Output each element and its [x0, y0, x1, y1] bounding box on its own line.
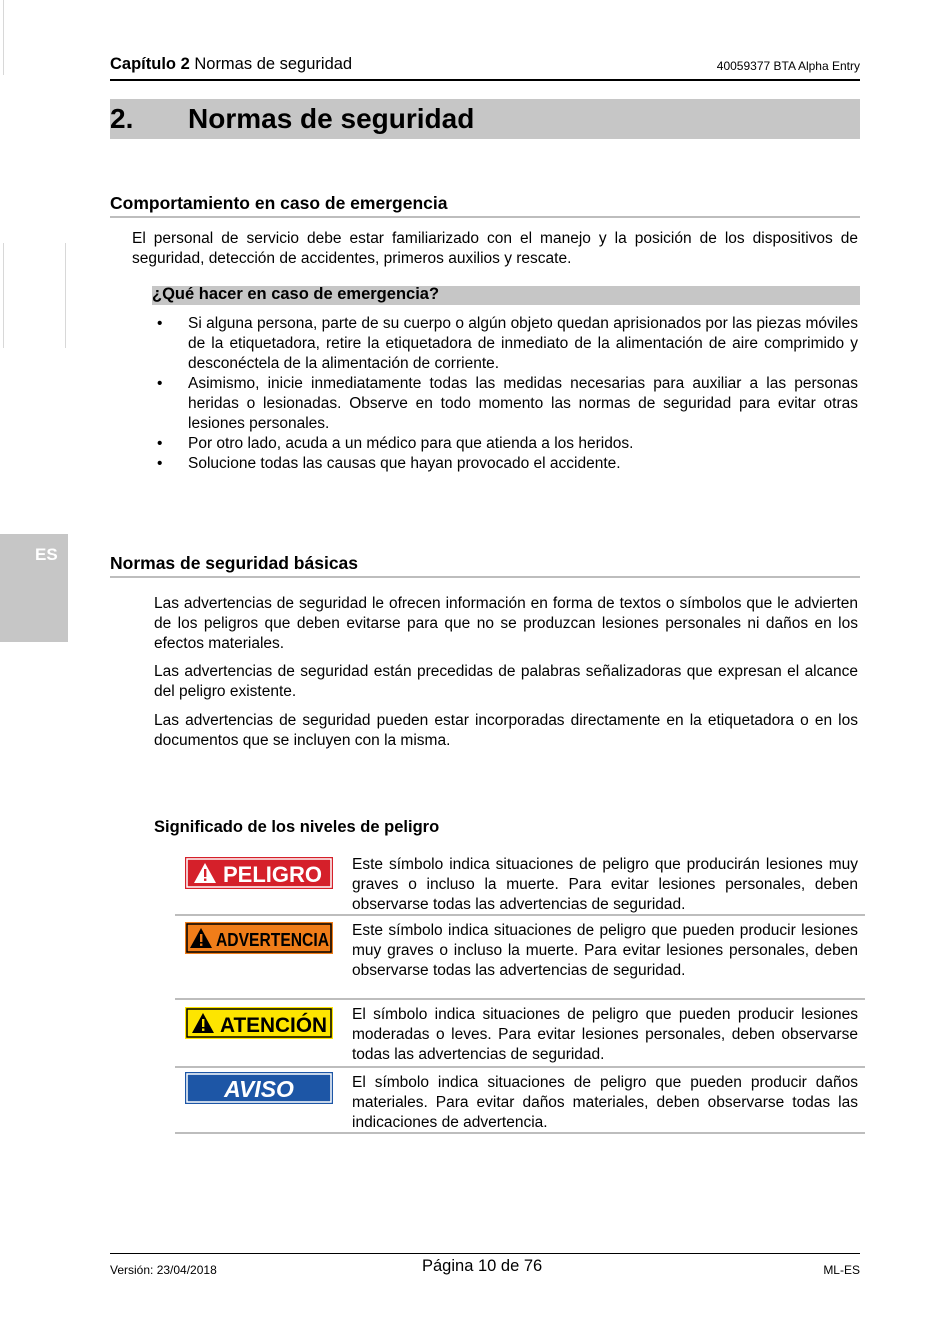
hazard-description: El símbolo indica situaciones de peligro que pueden producir lesiones moderadas o leves. Para evitar lesiones personales, deben observarse todas las advertencias de seguridad.	[352, 1006, 858, 1063]
basic-paragraph: Las advertencias de seguridad pueden estar incorporadas directamente en la etiquetadora o en los documentos que se incluyen con la misma.	[154, 712, 858, 749]
hazard-badge-label: PELIGRO	[223, 862, 323, 887]
basic-paragraph: Las advertencias de seguridad están precedidas de palabras señalizadoras que expresan el alcance del peligro existente.	[154, 663, 858, 700]
hazard-row-warning	[175, 916, 865, 1000]
chapter-number-label: Capítulo 2	[110, 55, 190, 73]
hazard-badge-svg	[185, 857, 333, 889]
chapter-title: Normas de seguridad	[188, 103, 475, 134]
triangle-exclamation	[204, 869, 206, 877]
triangle-exclamation	[202, 1019, 204, 1027]
list-item	[152, 454, 858, 474]
hazard-badge-danger	[185, 857, 333, 889]
triangle-exclamation-dot	[202, 1029, 204, 1031]
version-label: Versión: 23/04/2018	[110, 1263, 217, 1277]
triangle-exclamation	[200, 934, 202, 942]
hazard-row-danger	[175, 854, 865, 916]
hazard-badge-svg	[185, 1072, 333, 1104]
basic-paragraph: Las advertencias de seguridad le ofrecen información en forma de textos o símbolos que le advierten de los peligros que deben evitarse para que no se produzcan lesiones personales ni daños en los efectos materiales.	[154, 595, 858, 652]
triangle-exclamation-dot	[204, 879, 206, 881]
hazard-badge-label: ADVERTENCIA	[216, 930, 329, 950]
hazard-description: El símbolo indica situaciones de peligro que pueden producir daños materiales. Para evitar daños materiales, deben observarse todas las indicaciones de advertencia.	[352, 1074, 858, 1131]
margin-rule	[3, 243, 4, 348]
list-item-text: Asimismo, inicie inmediatamente todas las medidas necesarias para auxiliar a las personas heridas o lesionadas. Observe en todo momento las normas de seguridad para evitar otras lesiones personales.	[188, 375, 858, 432]
hazard-row-notice	[175, 1068, 865, 1134]
list-item	[152, 314, 858, 374]
margin-rule	[3, 0, 4, 75]
list-item-text: Por otro lado, acuda a un médico para que atienda a los heridos.	[188, 435, 634, 452]
page-footer	[110, 1253, 860, 1284]
subsection-bar	[152, 286, 860, 305]
hazard-badge-svg	[185, 922, 333, 954]
page-header	[110, 55, 860, 81]
hazard-description: Este símbolo indica situaciones de peligro que pueden producir lesiones muy graves o incluso la muerte. Para evitar lesiones personales, deben observarse todas las advertencias de seguridad.	[352, 922, 858, 979]
chapter-name-label: Normas de seguridad	[189, 55, 353, 73]
bullet-icon: •	[157, 375, 163, 392]
chapter-title-bar	[110, 99, 860, 139]
bullet-icon: •	[157, 315, 163, 332]
hazard-badge-notice	[185, 1072, 333, 1104]
list-item-text: Solucione todas las causas que hayan provocado el accidente.	[188, 455, 621, 472]
page-number: Página 10 de 76	[422, 1257, 543, 1275]
triangle-exclamation-dot	[200, 944, 202, 946]
hazard-badge-label: AVISO	[224, 1076, 294, 1102]
section-heading-basic: Normas de seguridad básicas	[110, 553, 860, 578]
section-heading-emergency: Comportamiento en caso de emergencia	[110, 193, 860, 218]
hazard-description: Este símbolo indica situaciones de peligro que producirán lesiones muy graves o incluso la muerte. Para evitar lesiones personales, deben observarse todas las advertencias de seguridad.	[352, 856, 858, 913]
list-item	[152, 374, 858, 434]
language-tab	[0, 534, 68, 642]
hazard-badge-caution	[185, 1007, 333, 1039]
hazard-badge-warning	[185, 922, 333, 954]
emergency-bullet-list	[152, 314, 858, 474]
hazard-row-caution	[175, 1000, 865, 1068]
hazard-levels-title: Significado de los niveles de peligro	[154, 818, 440, 836]
hazard-badge-label: ATENCIÓN	[220, 1014, 329, 1037]
chapter-number: 2.	[110, 103, 134, 134]
language-tab-label: ES	[35, 545, 58, 564]
list-item	[152, 434, 858, 454]
document-reference: 40059377 BTA Alpha Entry	[716, 59, 860, 73]
list-item-text: Si alguna persona, parte de su cuerpo o algún objeto quedan aprisionados por las piezas móviles de la etiquetadora, retire la etiquetadora de inmediato de la alimentación de aire comprimido y desconéctela de la alimentación de corriente.	[188, 315, 858, 372]
bullet-icon: •	[157, 435, 163, 452]
chapter-reference	[110, 55, 352, 74]
subsection-heading: ¿Qué hacer en caso de emergencia?	[152, 285, 440, 303]
margin-rule	[65, 243, 66, 348]
language-code: ML-ES	[823, 1263, 860, 1277]
emergency-intro: El personal de servicio debe estar familiarizado con el manejo y la posición de los dispositivos de seguridad, detección de accidentes, primeros auxilios y rescate.	[132, 230, 858, 267]
bullet-icon: •	[157, 455, 163, 472]
hazard-badge-svg	[185, 1007, 333, 1039]
